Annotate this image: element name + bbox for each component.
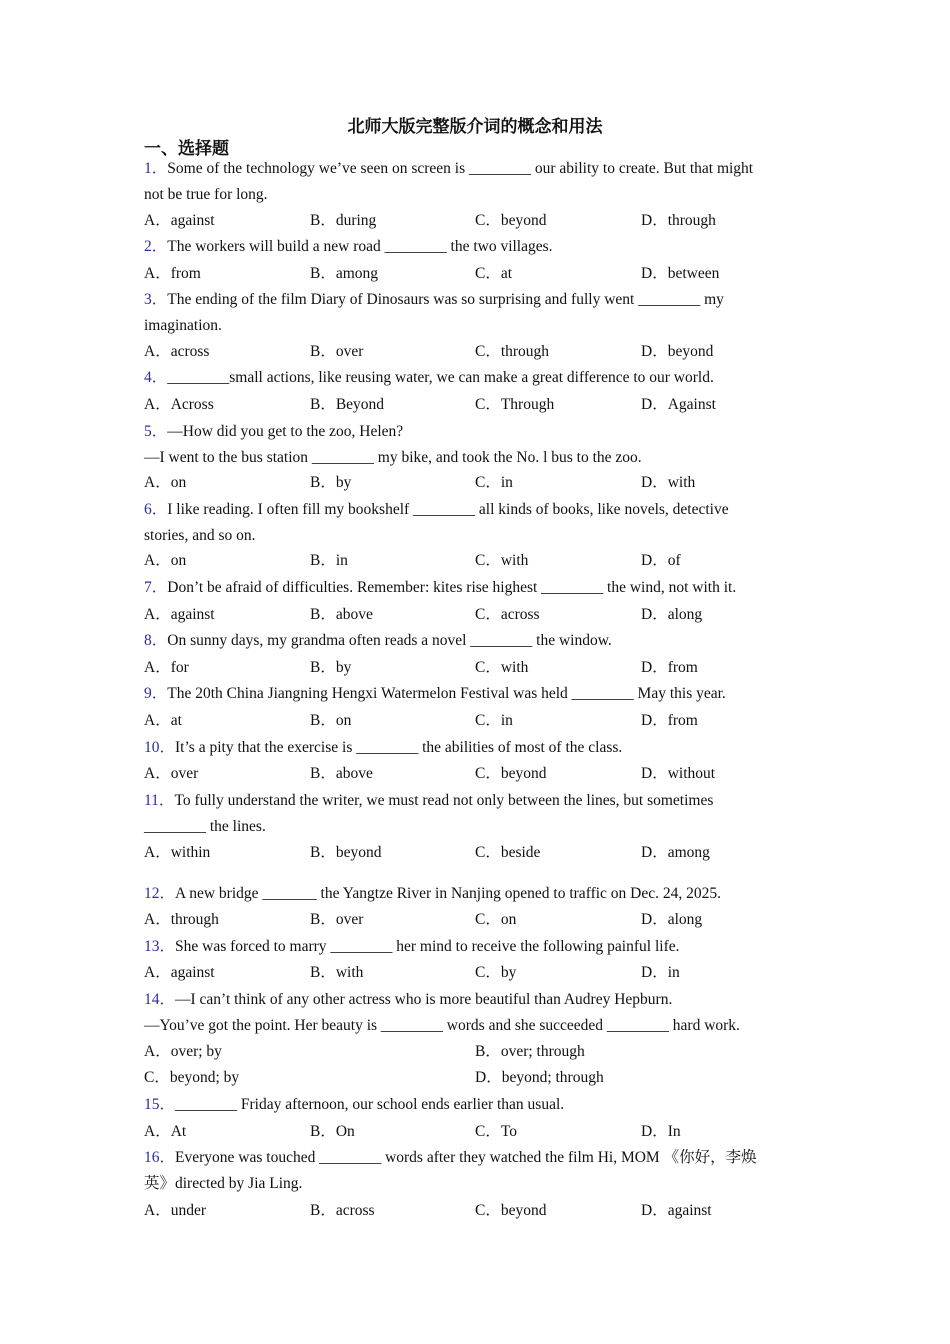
question-3-line-2: [144, 315, 810, 337]
question-12-line-1: [144, 883, 810, 905]
question-text: A new bridge _______ the Yangtze River in Nanjing opened to traffic on Dec. 24, 2025.: [175, 885, 721, 902]
question-4-line-1: [144, 367, 810, 389]
question-7-option-d[interactable]: D．along: [641, 606, 703, 623]
question-text: On sunny days, my grandma often reads a novel ________ the window.: [167, 632, 612, 649]
question-5-line-1: [144, 421, 810, 443]
question-text: imagination.: [144, 317, 222, 334]
question-16-option-c[interactable]: C．beyond: [475, 1202, 547, 1219]
question-10-option-c[interactable]: C．beyond: [475, 765, 547, 782]
question-4-option-d[interactable]: D．Against: [641, 396, 716, 413]
question-3-option-b[interactable]: B．over: [310, 343, 364, 360]
question-15-option-b[interactable]: B．On: [310, 1123, 355, 1140]
question-3-option-d[interactable]: D．beyond: [641, 343, 714, 360]
question-5-line-2: [144, 447, 810, 469]
question-1-line-2: [144, 184, 810, 206]
question-number: 1．: [144, 160, 168, 177]
document-title: 北师大版完整版介词的概念和用法: [347, 117, 603, 136]
question-9-option-b[interactable]: B．on: [310, 712, 352, 729]
question-number: 4．: [144, 369, 168, 386]
question-text: not be true for long.: [144, 186, 268, 203]
question-10-option-d[interactable]: D．without: [641, 765, 716, 782]
question-3-option-c[interactable]: C．through: [475, 343, 550, 360]
question-15-option-a[interactable]: A．At: [144, 1123, 187, 1140]
question-number: 9．: [144, 685, 168, 702]
question-5-option-b[interactable]: B．by: [310, 474, 352, 491]
question-9-option-d[interactable]: D．from: [641, 712, 698, 729]
question-text: ________ the lines.: [144, 818, 266, 835]
question-11-line-1: [144, 790, 810, 812]
question-12-option-b[interactable]: B．over: [310, 911, 364, 928]
question-text: Everyone was touched ________ words after they watched the film Hi, MOM 《你好，李焕: [175, 1149, 757, 1166]
question-2-option-a[interactable]: A．from: [144, 265, 201, 282]
question-number: 14．: [144, 991, 176, 1008]
question-text: She was forced to marry ________ her mind to receive the following painful life.: [175, 938, 680, 955]
question-4-option-b[interactable]: B．Beyond: [310, 396, 385, 413]
question-text: stories, and so on.: [144, 527, 256, 544]
question-1-option-d[interactable]: D．through: [641, 212, 716, 229]
question-12-option-d[interactable]: D．along: [641, 911, 703, 928]
question-14-line-2: [144, 1015, 810, 1037]
question-13-option-d[interactable]: D．in: [641, 964, 680, 981]
question-number: 13．: [144, 938, 176, 955]
question-text: ________small actions, like reusing water, we can make a great difference to our world.: [167, 369, 714, 386]
question-number: 7．: [144, 579, 168, 596]
question-12-option-c[interactable]: C．on: [475, 911, 517, 928]
question-text: 英》directed by Jia Ling.: [144, 1175, 303, 1192]
question-6-option-c[interactable]: C．with: [475, 552, 529, 569]
question-7-option-b[interactable]: B．above: [310, 606, 373, 623]
question-14-option-c[interactable]: C．beyond; by: [144, 1069, 240, 1086]
question-15-line-1: [144, 1094, 810, 1116]
question-13-option-b[interactable]: B．with: [310, 964, 364, 981]
question-text: —I went to the bus station ________ my bike, and took the No. l bus to the zoo.: [144, 449, 642, 466]
question-12-option-a[interactable]: A．through: [144, 911, 219, 928]
question-16-option-b[interactable]: B．across: [310, 1202, 375, 1219]
question-1-line-1: [144, 158, 810, 180]
question-16-line-1: [144, 1147, 810, 1169]
question-number: 15．: [144, 1096, 176, 1113]
question-6-option-a[interactable]: A．on: [144, 552, 187, 569]
question-number: 2．: [144, 238, 168, 255]
question-number: 5．: [144, 423, 168, 440]
question-1-option-a[interactable]: A．against: [144, 212, 215, 229]
question-1-option-c[interactable]: C．beyond: [475, 212, 547, 229]
question-13-line-1: [144, 936, 810, 958]
question-4-option-a[interactable]: A．Across: [144, 396, 214, 413]
question-3-option-a[interactable]: A．across: [144, 343, 210, 360]
question-15-option-c[interactable]: C．To: [475, 1123, 517, 1140]
question-13-option-c[interactable]: C．by: [475, 964, 517, 981]
question-5-option-c[interactable]: C．in: [475, 474, 513, 491]
question-number: 11．: [144, 792, 175, 809]
question-11-option-d[interactable]: D．among: [641, 844, 710, 861]
question-text: Don’t be afraid of difficulties. Remember: kites rise highest ________ the wind, not with it.: [167, 579, 737, 596]
question-3-line-1: [144, 289, 810, 311]
question-11-option-c[interactable]: C．beside: [475, 844, 541, 861]
question-15-option-d[interactable]: D．In: [641, 1123, 681, 1140]
question-2-option-d[interactable]: D．between: [641, 265, 720, 282]
question-6-option-d[interactable]: D．of: [641, 552, 681, 569]
question-9-line-1: [144, 683, 810, 705]
question-1-option-b[interactable]: B．during: [310, 212, 377, 229]
question-text: —You’ve got the point. Her beauty is ________ words and she succeeded ________ hard work.: [144, 1017, 740, 1034]
question-13-option-a[interactable]: A．against: [144, 964, 215, 981]
question-4-option-c[interactable]: C．Through: [475, 396, 555, 413]
question-16-line-2: [144, 1173, 810, 1195]
question-2-option-b[interactable]: B．among: [310, 265, 379, 282]
question-6-line-2: [144, 525, 810, 547]
question-number: 12．: [144, 885, 176, 902]
question-text: —How did you get to the zoo, Helen?: [167, 423, 404, 440]
question-text: The ending of the film Diary of Dinosaurs was so surprising and fully went ________ my: [167, 291, 724, 308]
question-7-line-1: [144, 577, 810, 599]
question-10-line-1: [144, 737, 810, 759]
question-14-option-a[interactable]: A．over; by: [144, 1043, 222, 1060]
question-9-option-c[interactable]: C．in: [475, 712, 513, 729]
question-text: I like reading. I often fill my bookshelf ________ all kinds of books, like novels, detective: [167, 501, 729, 518]
question-number: 10．: [144, 739, 176, 756]
question-2-option-c[interactable]: C．at: [475, 265, 513, 282]
question-text: —I can’t think of any other actress who is more beautiful than Audrey Hepburn.: [175, 991, 673, 1008]
question-text: The workers will build a new road ________ the two villages.: [167, 238, 553, 255]
question-16-option-d[interactable]: D．against: [641, 1202, 712, 1219]
question-number: 16．: [144, 1149, 176, 1166]
question-text: The 20th China Jiangning Hengxi Watermelon Festival was held ________ May this year.: [167, 685, 726, 702]
question-text: It’s a pity that the exercise is ________ the abilities of most of the class.: [175, 739, 623, 756]
question-8-option-a[interactable]: A．for: [144, 659, 189, 676]
question-7-option-c[interactable]: C．across: [475, 606, 540, 623]
question-11-option-a[interactable]: A．within: [144, 844, 211, 861]
question-6-option-b[interactable]: B．in: [310, 552, 348, 569]
question-11-line-2: [144, 816, 810, 838]
question-10-option-a[interactable]: A．over: [144, 765, 199, 782]
question-14-option-d[interactable]: D．beyond; through: [475, 1069, 604, 1086]
question-8-option-b[interactable]: B．by: [310, 659, 352, 676]
question-14-option-b[interactable]: B．over; through: [475, 1043, 585, 1060]
question-number: 8．: [144, 632, 168, 649]
question-8-option-c[interactable]: C．with: [475, 659, 529, 676]
question-6-line-1: [144, 499, 810, 521]
question-2-line-1: [144, 236, 810, 258]
question-14-line-1: [144, 989, 810, 1011]
question-16-option-a[interactable]: A．under: [144, 1202, 206, 1219]
question-8-option-d[interactable]: D．from: [641, 659, 698, 676]
question-11-option-b[interactable]: B．beyond: [310, 844, 382, 861]
question-number: 3．: [144, 291, 168, 308]
question-5-option-d[interactable]: D．with: [641, 474, 696, 491]
question-5-option-a[interactable]: A．on: [144, 474, 187, 491]
question-10-option-b[interactable]: B．above: [310, 765, 373, 782]
question-number: 6．: [144, 501, 168, 518]
section-heading: 一、选择题: [144, 139, 229, 158]
question-9-option-a[interactable]: A．at: [144, 712, 182, 729]
question-text: To fully understand the writer, we must read not only between the lines, but sometimes: [174, 792, 714, 809]
question-8-line-1: [144, 630, 810, 652]
question-text: Some of the technology we’ve seen on screen is ________ our ability to create. But that might: [167, 160, 754, 177]
question-7-option-a[interactable]: A．against: [144, 606, 215, 623]
question-text: ________ Friday afternoon, our school ends earlier than usual.: [175, 1096, 565, 1113]
